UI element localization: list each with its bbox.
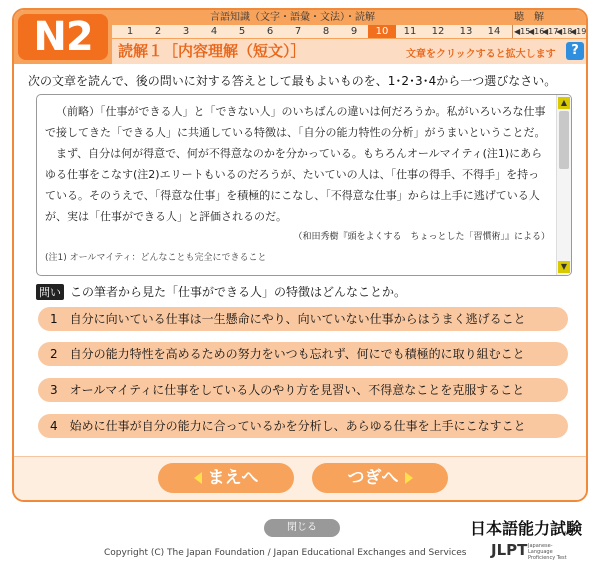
passage-content <box>45 101 550 269</box>
jlpt-logo-japanese: 日本語能力試験 <box>470 519 583 538</box>
reading-passage[interactable] <box>36 94 572 276</box>
scroll-down-arrow-icon[interactable]: ▼ <box>558 261 570 273</box>
question-number-6[interactable]: 6 <box>266 26 274 37</box>
next-button[interactable] <box>312 463 448 493</box>
question-number-8[interactable]: 8 <box>322 26 330 37</box>
jlpt-logo-subtitle: Japanese-Language Proficiency Test <box>528 543 567 561</box>
copyright-text: Copyright (C) The Japan Foundation / Japan Educational Exchanges and Services <box>104 548 467 558</box>
question-number-13[interactable]: 13 <box>459 26 473 37</box>
test-window <box>12 8 588 502</box>
section-title-language-reading: 言語知識（文字・語彙・文法）・読解 <box>210 12 375 23</box>
scroll-up-arrow-icon[interactable]: ▲ <box>558 97 570 109</box>
question-number-12[interactable]: 12 <box>431 26 445 37</box>
help-icon[interactable]: ? <box>566 42 584 60</box>
listening-number-19[interactable]: ◀19 <box>570 27 587 36</box>
section-title-listening: 聴 解 <box>514 12 544 23</box>
section-divider <box>512 25 513 38</box>
answer-option-1[interactable] <box>38 307 568 331</box>
answer-option-4[interactable] <box>38 414 568 438</box>
answer-option-3[interactable] <box>38 378 568 402</box>
question-number-row <box>112 25 586 38</box>
answer-option-label: 4 始めに仕事が自分の能力に合っているかを分析し、あらゆる仕事を上手にこなすこと <box>50 419 526 433</box>
question-number-2[interactable]: 2 <box>154 26 162 37</box>
question-number-3[interactable]: 3 <box>182 26 190 37</box>
previous-button-label: まえへ <box>207 468 259 488</box>
right-arrow-icon <box>405 472 413 484</box>
next-button-label: つぎへ <box>347 468 399 488</box>
listening-number-15[interactable]: ◀15 <box>514 27 531 36</box>
question-number-4[interactable]: 4 <box>210 26 218 37</box>
title-bar <box>112 39 586 64</box>
question-number-10-active[interactable]: 10 <box>368 25 396 38</box>
answer-option-label: 2 自分の能力特性を高めるための努力をいつも忘れず、何にでも積極的に取り組むこと <box>50 347 525 361</box>
page-title: 読解１［内容理解（短文）］ <box>118 42 306 60</box>
click-to-enlarge-hint: 文章をクリックすると拡大します <box>406 49 556 60</box>
answer-option-label: 1 自分に向いている仕事は一生懸命にやり、向いていない仕事からはうまく逃げること <box>50 312 526 326</box>
left-arrow-icon <box>194 472 202 484</box>
passage-scrollbar[interactable] <box>556 95 571 275</box>
jlpt-logo: JLPT <box>491 541 528 559</box>
question-number-5[interactable]: 5 <box>238 26 246 37</box>
passage-paragraph-2: まず、自分は何が得意で、何が不得意なのかを分かっている。もちろんオールマイティ(注1)にあらゆる仕事をこなす(注2)エリートもいるのだろうが、たいていの人は、「仕事の得手、不得手」を持っている。そのうえで、「得意な仕事」を積極的にこなし、「不得意な仕事」からは上手に逃げている人が、実は「仕事ができる人」と評価されるのだ。 <box>45 147 543 223</box>
question-number-9[interactable]: 9 <box>350 26 358 37</box>
question-number-11[interactable]: 11 <box>403 26 417 37</box>
passage-source: （和田秀樹『頭をよくする ちょっとした「習慣術」』による） <box>293 232 550 242</box>
level-logo: N2 <box>18 14 108 60</box>
question-text: この筆者から見た「仕事ができる人」の特徴はどんなことか。 <box>70 285 407 299</box>
passage-paragraph-1: （前略）「仕事ができる人」と「できない人」のいちばんの違いは何だろうか。私がいろいろな仕事で接してきた「できる人」に共通している特徴は、「自分の能力特性の分析」がうまいということだ。 <box>45 105 546 139</box>
listening-number-17[interactable]: ◀17 <box>542 27 559 36</box>
listening-number-18[interactable]: ◀18 <box>556 27 573 36</box>
answer-option-label: 3 オールマイティに仕事をしている人のやり方を見習い、不得意なことを克服すること <box>50 383 525 397</box>
listening-number-16[interactable]: ◀16 <box>528 27 545 36</box>
question-tag: 問い <box>36 284 64 300</box>
scrollbar-thumb[interactable] <box>559 111 569 169</box>
navigation-bar <box>14 456 586 501</box>
question-number-7[interactable]: 7 <box>294 26 302 37</box>
header <box>14 10 586 64</box>
close-button[interactable]: 閉じる <box>264 519 340 537</box>
previous-button[interactable] <box>158 463 294 493</box>
instruction-text: 次の文章を読んで、後の問いに対する答えとして最もよいものを、1･2･3･4から一つ選びなさい。 <box>28 74 557 88</box>
question-number-1[interactable]: 1 <box>126 26 134 37</box>
question-number-14[interactable]: 14 <box>487 26 501 37</box>
passage-note-1: (注1) オールマイティ：どんなことも完全にできること <box>45 253 267 263</box>
question <box>36 283 406 300</box>
answer-option-2[interactable] <box>38 342 568 366</box>
